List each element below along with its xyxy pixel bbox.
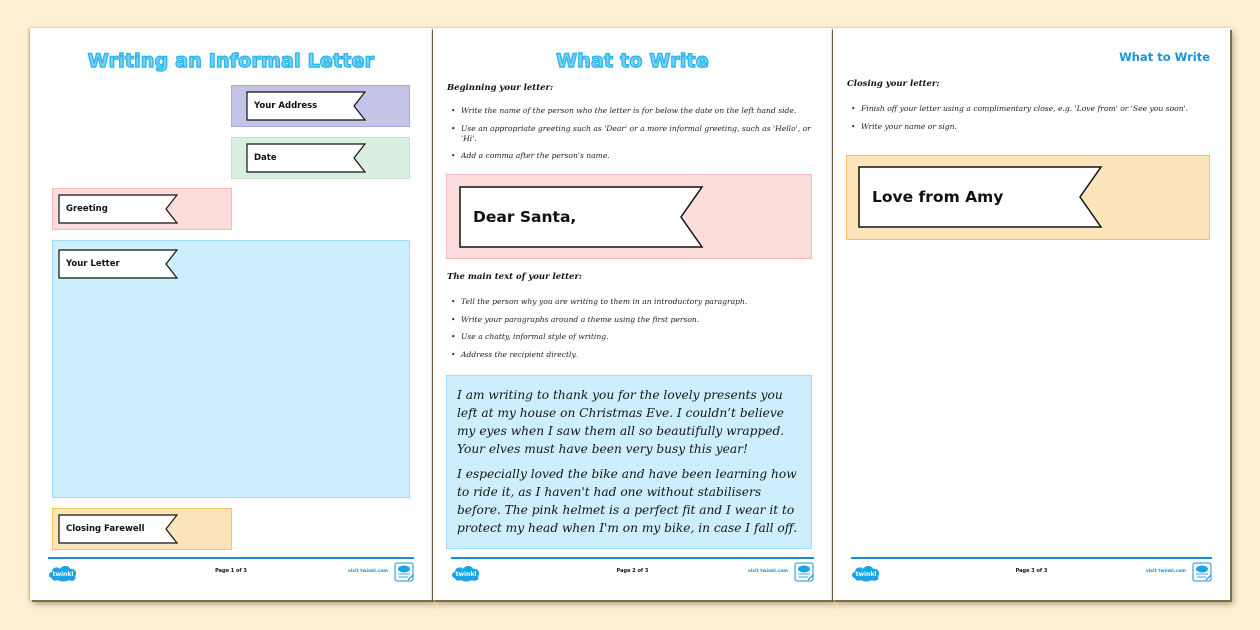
list-item: • Use an appropriate greeting such as 'Dear' or a more informal greeting, such as 'Hello', or 'Hi'. xyxy=(451,124,818,144)
date-label-text: Date xyxy=(254,153,277,163)
greeting-example-flag xyxy=(459,186,703,248)
list-item: • Use a chatty, informal style of writing. xyxy=(451,332,818,342)
closing-example-flag xyxy=(858,166,1102,228)
page-number: Page 3 of 3 xyxy=(1015,568,1048,574)
page-footer xyxy=(851,557,1212,591)
list-item: • Write your paragraphs around a theme using the first person. xyxy=(451,315,818,325)
closing-box[interactable] xyxy=(52,508,232,550)
quality-badge-icon xyxy=(1192,562,1212,582)
letter-paragraph: I am writing to thank you for the lovely presents you left at my house on Christmas Eve. I couldn’t believe my eyes when I saw them all so beautifully wrapped. Your elves must have been very busy this year! xyxy=(457,388,785,456)
date-label xyxy=(246,143,366,173)
letter-box[interactable] xyxy=(52,240,410,498)
section-heading-closing: Closing your letter: xyxy=(847,79,940,89)
svg-text:twinkl: twinkl xyxy=(455,571,477,578)
list-item: • Write the name of the person who the letter is for below the date on the left hand side. xyxy=(451,106,818,116)
section-heading-beginning: Beginning your letter: xyxy=(447,83,554,93)
address-label xyxy=(246,91,366,121)
greeting-label xyxy=(58,194,178,224)
svg-text:twinkl: twinkl xyxy=(52,571,74,578)
page-footer xyxy=(48,557,414,591)
address-label-text: Your Address xyxy=(254,101,318,111)
list-item: • Write your name or sign. xyxy=(851,122,1216,132)
svg-text:twinkl: twinkl xyxy=(855,571,877,578)
visit-link[interactable]: visit twinkl.com xyxy=(347,569,388,574)
section-heading-main: The main text of your letter: xyxy=(447,272,583,282)
list-item: • Add a comma after the person's name. xyxy=(451,151,818,161)
date-box[interactable] xyxy=(231,137,410,179)
greeting-example-text: Dear Santa, xyxy=(473,208,577,226)
letter-example-box xyxy=(446,375,812,549)
closing-label-text: Closing Farewell xyxy=(66,524,145,534)
letter-label xyxy=(58,249,178,279)
list-item: • Address the recipient directly. xyxy=(451,350,818,360)
page-title: Writing an Informal Letter xyxy=(87,50,375,72)
letter-example-text xyxy=(457,386,803,544)
greeting-box[interactable] xyxy=(52,188,232,230)
greeting-example-box xyxy=(446,174,812,259)
greeting-label-text: Greeting xyxy=(66,204,108,214)
visit-link[interactable]: visit twinkl.com xyxy=(1145,569,1186,574)
closing-bullet-list xyxy=(851,104,1216,139)
page-number: Page 1 of 3 xyxy=(215,568,247,574)
closing-example-text: Love from Amy xyxy=(872,188,1004,206)
page-number: Page 2 of 3 xyxy=(616,568,649,574)
page-footer xyxy=(451,557,814,591)
list-item: • Finish off your letter using a complimentary close, e.g. 'Love from' or 'See you soon'. xyxy=(851,104,1216,114)
page-title: What to Write xyxy=(556,50,709,72)
closing-label xyxy=(58,514,178,544)
page-title: What to Write xyxy=(1119,50,1210,64)
main-bullet-list xyxy=(451,297,818,367)
quality-badge-icon xyxy=(394,562,414,582)
quality-badge-icon xyxy=(794,562,814,582)
letter-paragraph: I especially loved the bike and have been learning how to ride it, as I haven't had one without stabilisers before. The pink helmet is a perfect fit and I wear it to protect my head when I'm on my bike, in case I fall off. xyxy=(457,467,798,535)
page-2-what-to-write xyxy=(433,28,832,600)
address-box[interactable] xyxy=(231,85,410,127)
list-item: • Tell the person why you are writing to them in an introductory paragraph. xyxy=(451,297,818,307)
letter-label-text: Your Letter xyxy=(66,259,120,269)
visit-link[interactable]: visit twinkl.com xyxy=(747,569,788,574)
closing-example-box xyxy=(846,155,1210,240)
beginning-bullet-list xyxy=(451,106,818,169)
page-1-writing-template xyxy=(30,28,432,600)
page-3-what-to-write xyxy=(833,28,1230,600)
